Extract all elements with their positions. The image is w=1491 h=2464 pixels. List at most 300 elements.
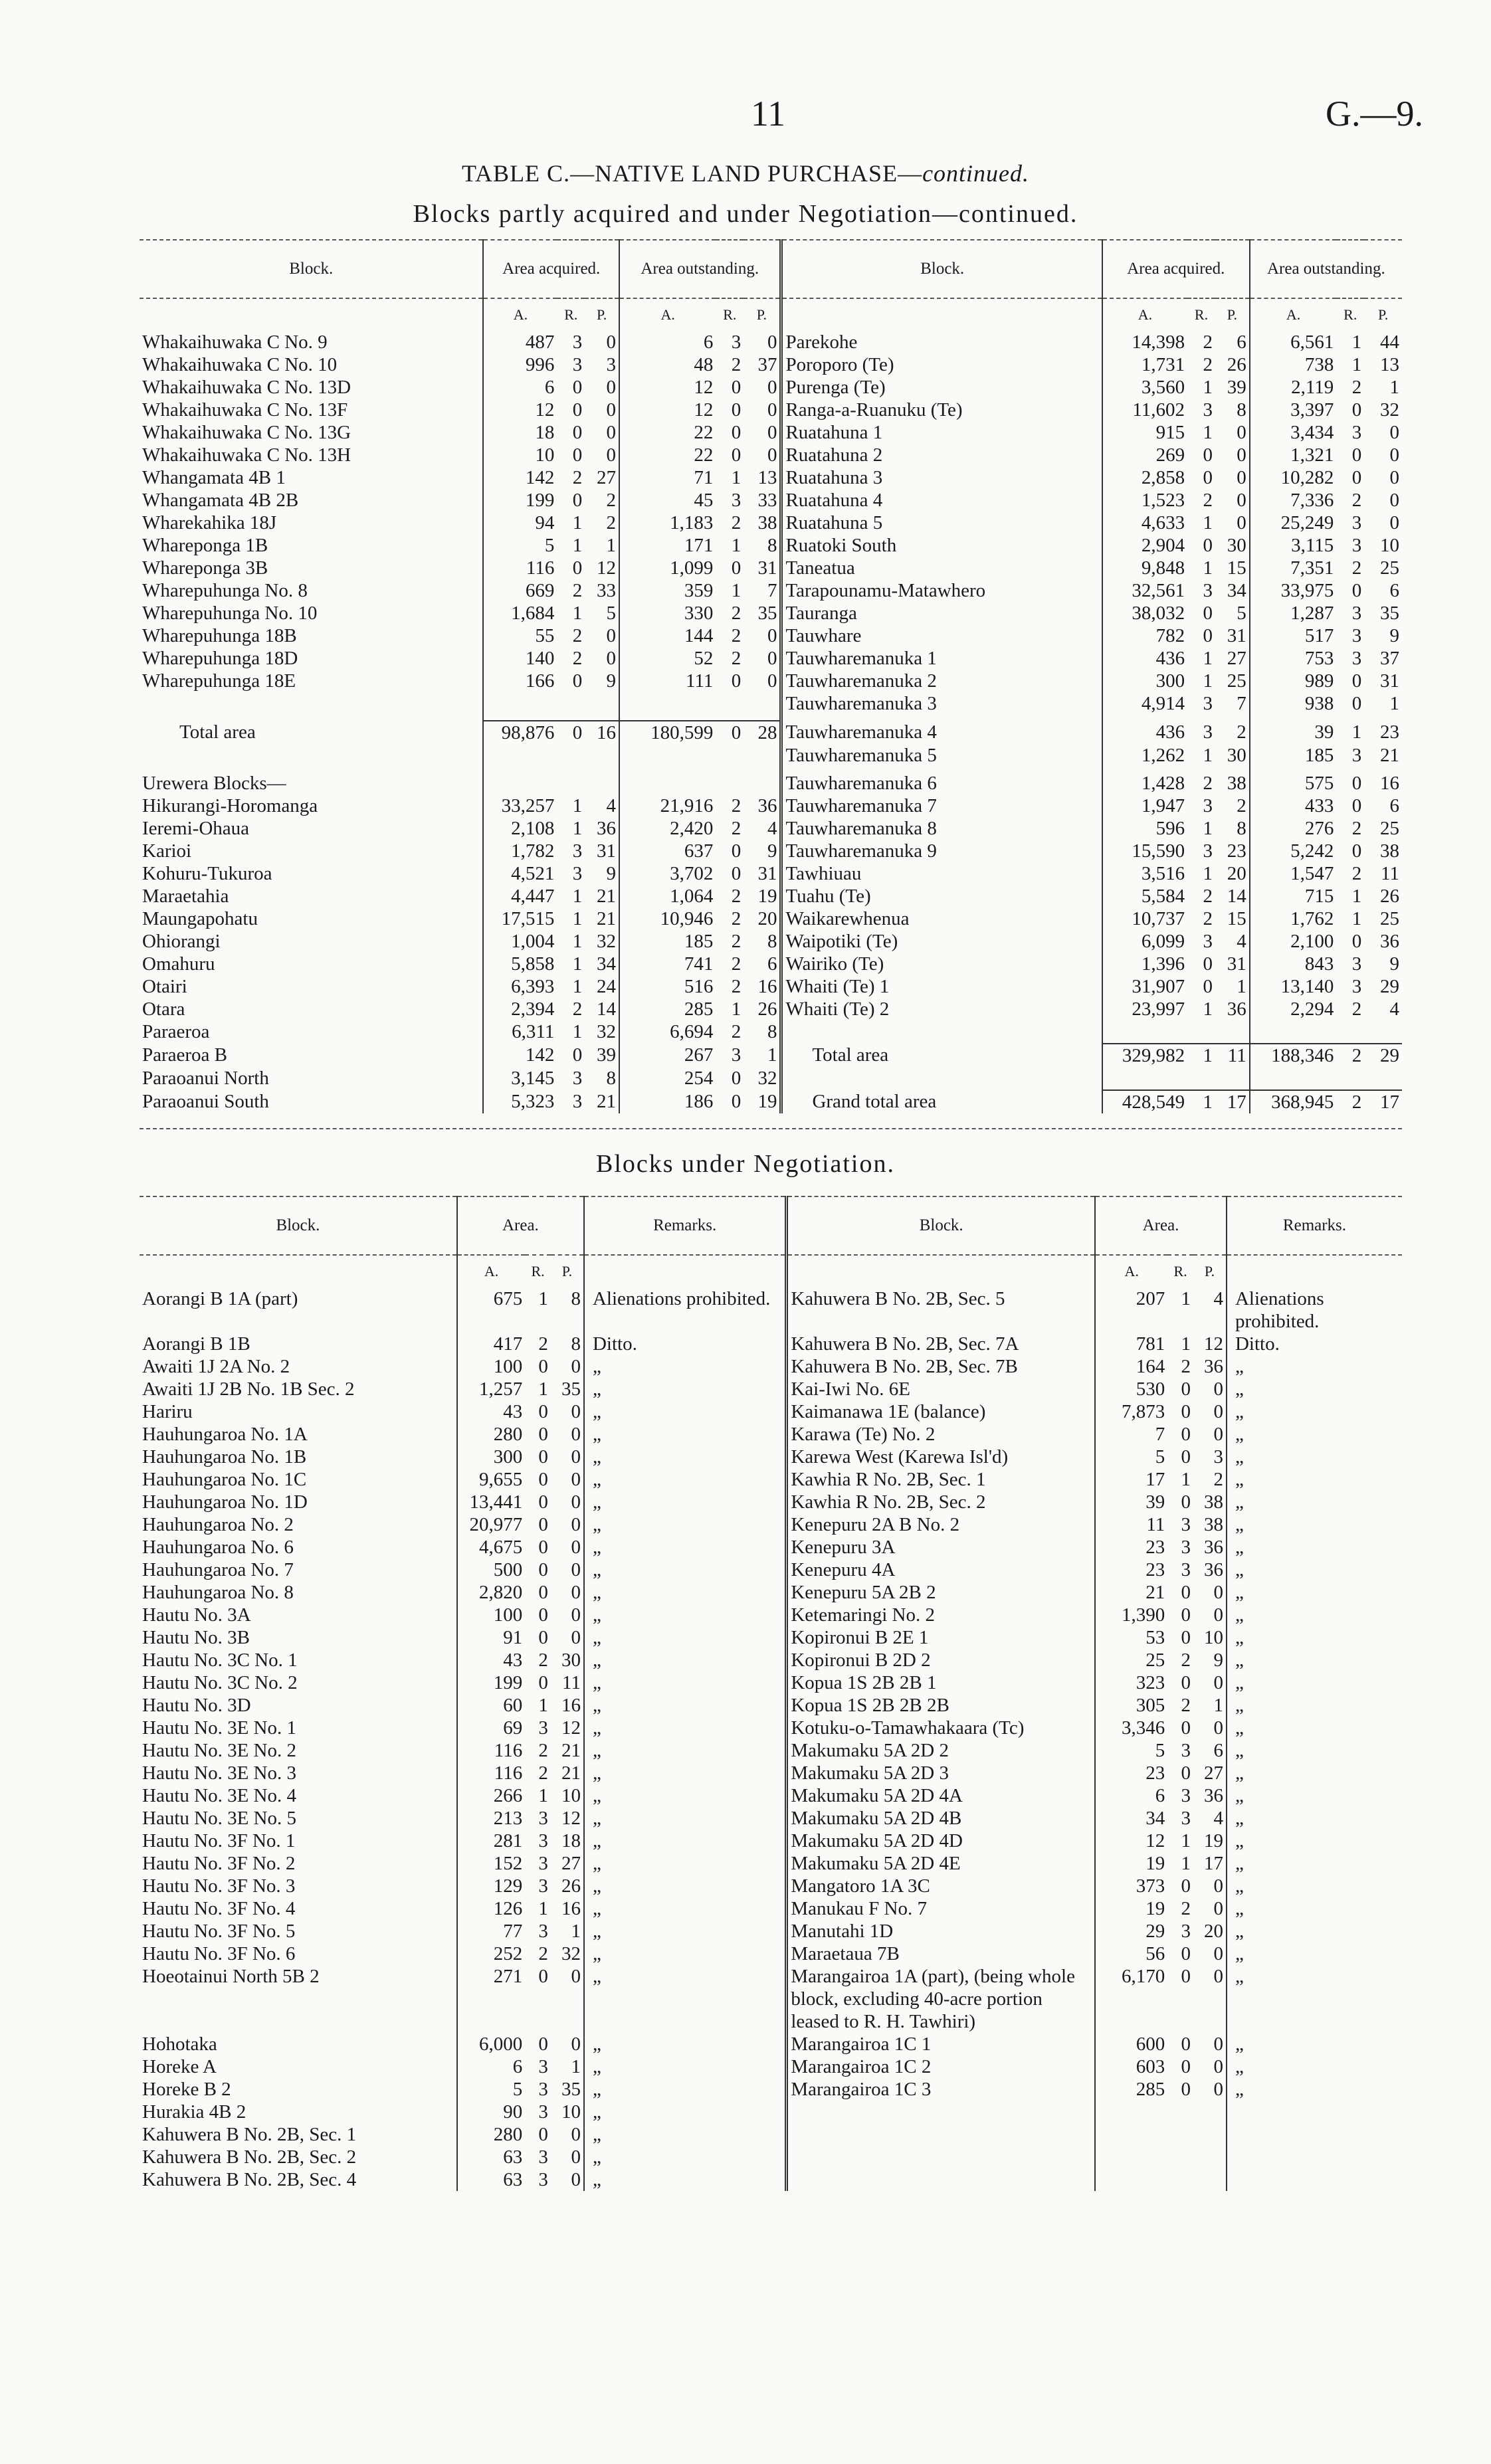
table-row bbox=[140, 670, 1402, 692]
block-name: Horeke A bbox=[140, 2055, 457, 2078]
remarks: „ bbox=[584, 1694, 787, 1717]
area-value: 152 bbox=[493, 1853, 523, 1874]
area-acquired: 4,633 bbox=[1141, 512, 1185, 533]
total-acquired: 17 bbox=[1215, 1090, 1250, 1113]
empty-cell-right bbox=[1187, 1020, 1215, 1044]
area-outstanding: 185 bbox=[684, 931, 714, 952]
area-value: 603 bbox=[1136, 2056, 1165, 2077]
area-value: 0 bbox=[538, 1559, 548, 1580]
area-value: 36 bbox=[1193, 1559, 1227, 1581]
area-outstanding: 0 bbox=[744, 376, 781, 399]
block-name: Kopironui B 2D 2 bbox=[787, 1649, 1095, 1671]
area-value: 0 bbox=[1193, 1378, 1227, 1400]
empty-cell bbox=[1227, 2101, 1402, 2123]
area-value: 36 bbox=[1193, 1536, 1227, 1559]
remarks: „ bbox=[1235, 1604, 1244, 1626]
area-value: 0 bbox=[538, 1514, 548, 1535]
block-name: Ruatahuna 5 bbox=[781, 512, 1102, 534]
total-label: Total area bbox=[781, 1044, 1102, 1067]
block-name: Kenepuru 4A bbox=[787, 1559, 1095, 1581]
area-acquired: 1,004 bbox=[511, 931, 555, 952]
area-acquired: 0 bbox=[585, 421, 619, 444]
area-outstanding: 3 bbox=[731, 332, 742, 353]
area-acquired: 1 bbox=[1203, 422, 1213, 443]
units-blank bbox=[787, 1255, 1095, 1287]
area-value: 0 bbox=[1181, 1943, 1191, 1964]
table-row bbox=[140, 2123, 1402, 2146]
area-value: 3 bbox=[1181, 1921, 1191, 1942]
area-outstanding: 2 bbox=[1351, 490, 1362, 511]
area-value: 1 bbox=[1193, 1694, 1227, 1717]
area-outstanding: 6 bbox=[1389, 580, 1399, 601]
area-value: 18 bbox=[551, 1830, 584, 1852]
remarks: „ bbox=[1235, 1762, 1244, 1784]
area-acquired: 17,515 bbox=[501, 908, 555, 929]
remarks: „ bbox=[1235, 1966, 1244, 1987]
area-value: 3 bbox=[1181, 1740, 1191, 1761]
area-value: 0 bbox=[551, 2168, 584, 2191]
empty-cell bbox=[787, 2123, 1095, 2146]
block-name: Ranga-a-Ruanuku (Te) bbox=[781, 399, 1102, 421]
remarks: „ bbox=[1235, 1537, 1244, 1558]
table-row bbox=[140, 998, 1402, 1020]
area-outstanding: 516 bbox=[684, 976, 714, 997]
area-outstanding: 3 bbox=[1351, 953, 1362, 975]
area-acquired: 1 bbox=[572, 908, 583, 929]
empty-cell bbox=[483, 744, 557, 772]
area-acquired: 3 bbox=[1203, 693, 1213, 714]
area-acquired: 21 bbox=[585, 907, 619, 930]
table-row bbox=[140, 2101, 1402, 2123]
area-value: 199 bbox=[493, 1672, 523, 1693]
block-name: Whakaihuwaka C No. 10 bbox=[140, 353, 483, 376]
area-acquired: 1 bbox=[572, 818, 583, 839]
area-outstanding: 3 bbox=[1351, 745, 1362, 766]
table-row bbox=[140, 2055, 1402, 2078]
area-acquired: 1,731 bbox=[1141, 354, 1185, 375]
total-outstanding: 17 bbox=[1364, 1090, 1402, 1113]
area-value: 39 bbox=[1145, 1491, 1165, 1513]
remarks: „ bbox=[1235, 2079, 1244, 2100]
area-value: 213 bbox=[493, 1808, 523, 1829]
area-value: 2 bbox=[1193, 1468, 1227, 1491]
block-name: Purenga (Te) bbox=[781, 376, 1102, 399]
remarks: „ bbox=[1235, 1356, 1244, 1377]
area-value: 27 bbox=[551, 1852, 584, 1875]
area-acquired: 0 bbox=[572, 377, 583, 398]
area-value: 2,820 bbox=[478, 1582, 523, 1603]
remarks: „ bbox=[1235, 1898, 1244, 1919]
remarks: „ bbox=[1235, 1424, 1244, 1445]
area-outstanding: 0 bbox=[1351, 693, 1362, 714]
area-outstanding: 45 bbox=[694, 490, 714, 511]
area-value: 266 bbox=[493, 1785, 523, 1806]
area-outstanding: 31 bbox=[744, 862, 781, 885]
area-acquired: 5 bbox=[585, 602, 619, 624]
area-acquired: 9 bbox=[585, 862, 619, 885]
area-acquired: 5 bbox=[544, 535, 555, 556]
remarks: „ bbox=[1235, 1785, 1244, 1806]
total-acquired: 428,549 bbox=[1102, 1090, 1187, 1113]
area-value: 43 bbox=[503, 1401, 523, 1422]
empty-cell bbox=[744, 744, 781, 772]
area-acquired: 2 bbox=[1203, 332, 1213, 353]
area-value: 9,655 bbox=[478, 1469, 523, 1490]
block-name: Manutahi 1D bbox=[787, 1920, 1095, 1943]
empty-cell-right bbox=[1187, 1067, 1215, 1090]
table-row bbox=[140, 376, 1402, 399]
unit-label-p: P. bbox=[744, 298, 781, 331]
area-value: 29 bbox=[1145, 1921, 1165, 1942]
table-row bbox=[140, 647, 1402, 670]
empty-cell bbox=[483, 692, 557, 721]
area-acquired: 27 bbox=[1215, 647, 1250, 670]
area-acquired: 4 bbox=[1215, 930, 1250, 953]
area-acquired: 2 bbox=[585, 489, 619, 512]
area-outstanding: 1 bbox=[1389, 377, 1399, 398]
table-row bbox=[140, 2033, 1402, 2055]
remarks: „ bbox=[1235, 1853, 1244, 1874]
area-acquired: 3 bbox=[572, 863, 583, 884]
remarks: „ bbox=[584, 2123, 787, 2146]
area-acquired: 3 bbox=[572, 354, 583, 375]
remarks: „ bbox=[584, 1852, 787, 1875]
area-value: 0 bbox=[551, 1423, 584, 1446]
area-acquired: 10 bbox=[535, 444, 555, 466]
table-row bbox=[140, 840, 1402, 862]
area-acquired: 1 bbox=[585, 534, 619, 557]
block-name: Ieremi-Ohaua bbox=[140, 817, 483, 840]
remarks: „ bbox=[584, 1784, 787, 1807]
unit-label-r: R. bbox=[531, 1263, 545, 1279]
area-outstanding: 741 bbox=[684, 953, 714, 975]
block-name: Tauwharemanuka 7 bbox=[781, 795, 1102, 817]
empty-cell bbox=[1095, 2168, 1167, 2191]
area-acquired: 8 bbox=[585, 1067, 619, 1090]
area-outstanding: 0 bbox=[1351, 840, 1362, 862]
area-acquired: 9 bbox=[585, 670, 619, 692]
area-value: 0 bbox=[538, 1627, 548, 1648]
remarks: „ bbox=[584, 1920, 787, 1943]
table-row bbox=[140, 772, 1402, 795]
area-acquired: 142 bbox=[525, 467, 555, 488]
area-outstanding: 330 bbox=[684, 603, 714, 624]
area-acquired: 3,560 bbox=[1141, 377, 1185, 398]
empty-cell bbox=[619, 772, 716, 795]
area-outstanding: 37 bbox=[744, 353, 781, 376]
area-value: 30 bbox=[551, 1649, 584, 1671]
area-outstanding: 753 bbox=[1304, 648, 1334, 669]
area-acquired: 3 bbox=[572, 332, 583, 353]
area-outstanding: 0 bbox=[1351, 773, 1362, 794]
block-name: Tauwharemanuka 5 bbox=[781, 744, 1102, 772]
area-outstanding: 0 bbox=[1351, 670, 1362, 692]
unit-label-p: P. bbox=[1215, 298, 1250, 331]
area-outstanding: 5,242 bbox=[1290, 840, 1334, 862]
area-acquired: 3,145 bbox=[511, 1068, 555, 1089]
block-name: Wharepuhunga No. 10 bbox=[140, 602, 483, 624]
block-name: Hautu No. 3E No. 2 bbox=[140, 1739, 457, 1762]
area-acquired: 1,428 bbox=[1141, 773, 1185, 794]
area-value: 1 bbox=[551, 1920, 584, 1943]
table-row bbox=[140, 512, 1402, 534]
area-outstanding: 22 bbox=[694, 422, 714, 443]
area-value: 32 bbox=[551, 1943, 584, 1965]
table-row bbox=[140, 1067, 1402, 1090]
table-row bbox=[140, 602, 1402, 624]
area-outstanding: 36 bbox=[1380, 931, 1399, 952]
area-value: 6 bbox=[512, 2056, 523, 2077]
area-value: 2 bbox=[538, 1943, 548, 1964]
block-name: Kawhia R No. 2B, Sec. 1 bbox=[787, 1468, 1095, 1491]
empty-cell bbox=[585, 692, 619, 721]
block-name: Hautu No. 3A bbox=[140, 1604, 457, 1626]
area-outstanding: 0 bbox=[744, 647, 781, 670]
empty-cell bbox=[716, 772, 744, 795]
area-outstanding: 2,294 bbox=[1290, 998, 1334, 1020]
block-name: Hurakia 4B 2 bbox=[140, 2101, 457, 2123]
area-acquired: 0 bbox=[1203, 535, 1213, 556]
header-area-outstanding-right: Area outstanding. bbox=[1250, 240, 1402, 298]
area-value: 280 bbox=[493, 2124, 523, 2145]
area-outstanding: 10,282 bbox=[1280, 467, 1334, 488]
area-acquired: 6,099 bbox=[1141, 931, 1185, 952]
area-outstanding: 1 bbox=[1351, 721, 1362, 743]
area-value: 20,977 bbox=[469, 1514, 523, 1535]
block-name: Ruatoki South bbox=[781, 534, 1102, 557]
block-name: Paraoanui North bbox=[140, 1067, 483, 1090]
table-row bbox=[140, 579, 1402, 602]
area-value: 116 bbox=[494, 1762, 523, 1784]
table-row bbox=[140, 862, 1402, 885]
area-value: 1 bbox=[1181, 1853, 1191, 1874]
remarks: „ bbox=[1235, 1491, 1244, 1513]
unit-label-p: P. bbox=[1193, 1255, 1227, 1287]
area-value: 1 bbox=[538, 1785, 548, 1806]
area-value: 23 bbox=[1145, 1559, 1165, 1580]
block-name: Taneatua bbox=[781, 557, 1102, 579]
area-acquired: 2 bbox=[572, 467, 583, 488]
area-value: 373 bbox=[1136, 1875, 1165, 1897]
empty-cell-right bbox=[1250, 1020, 1337, 1044]
area-value: 285 bbox=[1136, 2079, 1165, 2100]
area-value: 11 bbox=[551, 1671, 584, 1694]
area-acquired: 0 bbox=[1203, 976, 1213, 997]
empty-cell bbox=[140, 692, 483, 721]
area-outstanding: 7,351 bbox=[1290, 557, 1334, 579]
area-acquired: 12 bbox=[535, 399, 555, 421]
area-outstanding: 7,336 bbox=[1290, 490, 1334, 511]
area-acquired: 1 bbox=[1203, 998, 1213, 1020]
area-outstanding: 3 bbox=[1351, 422, 1362, 443]
empty-cell bbox=[1167, 2101, 1193, 2123]
area-value: 26 bbox=[551, 1875, 584, 1897]
area-value: 300 bbox=[493, 1446, 523, 1468]
area-outstanding: 3 bbox=[731, 1044, 742, 1066]
block-name: Karioi bbox=[140, 840, 483, 862]
area-outstanding: 13,140 bbox=[1280, 976, 1334, 997]
area-value: 35 bbox=[551, 2078, 584, 2101]
area-outstanding: 2 bbox=[731, 886, 742, 907]
area-value: 3 bbox=[538, 2101, 548, 2123]
block-name: Whakaihuwaka C No. 13D bbox=[140, 376, 483, 399]
area-outstanding: 9 bbox=[744, 840, 781, 862]
area-acquired: 1 bbox=[1203, 512, 1213, 533]
area-value: 12 bbox=[1193, 1333, 1227, 1355]
area-value: 0 bbox=[551, 1446, 584, 1468]
block-name: Whakaihuwaka C No. 9 bbox=[140, 331, 483, 353]
area-acquired: 7 bbox=[1215, 692, 1250, 721]
remarks: „ bbox=[584, 1943, 787, 1965]
area-value: 0 bbox=[1181, 1717, 1191, 1739]
area-value: 10 bbox=[1193, 1626, 1227, 1649]
area-acquired: 1 bbox=[1203, 670, 1213, 692]
table-row bbox=[140, 1694, 1402, 1717]
area-acquired: 0 bbox=[572, 422, 583, 443]
area-acquired: 15,590 bbox=[1132, 840, 1185, 862]
area-outstanding: 1,547 bbox=[1290, 863, 1334, 884]
area-outstanding: 25 bbox=[1380, 818, 1399, 839]
area-value: 0 bbox=[538, 1672, 548, 1693]
remarks: „ bbox=[584, 1897, 787, 1920]
area-outstanding: 2 bbox=[1351, 557, 1362, 579]
block-name: Kohuru-Tukuroa bbox=[140, 862, 483, 885]
block-name: Aorangi B 1B bbox=[140, 1333, 457, 1355]
area-acquired: 2,858 bbox=[1141, 467, 1185, 488]
area-acquired: 11,602 bbox=[1132, 399, 1185, 421]
area-value: 675 bbox=[493, 1288, 523, 1309]
remarks: „ bbox=[584, 1536, 787, 1559]
area-value: 20 bbox=[1193, 1920, 1227, 1943]
area-acquired: 166 bbox=[525, 670, 555, 692]
area-outstanding: 0 bbox=[731, 377, 742, 398]
block-name: Tauwharemanuka 9 bbox=[781, 840, 1102, 862]
remarks: „ bbox=[584, 1671, 787, 1694]
area-value: 0 bbox=[1193, 1400, 1227, 1423]
block-name: Ruatahuna 1 bbox=[781, 421, 1102, 444]
block-name: Otara bbox=[140, 998, 483, 1020]
area-acquired: 1 bbox=[1215, 975, 1250, 998]
area-acquired: 3 bbox=[1203, 399, 1213, 421]
area-acquired: 27 bbox=[585, 466, 619, 489]
area-acquired: 116 bbox=[526, 557, 555, 579]
remarks: „ bbox=[1235, 1469, 1244, 1490]
area-value: 91 bbox=[503, 1627, 523, 1648]
area-outstanding: 1,099 bbox=[670, 557, 714, 579]
block-name: Wharepuhunga 18E bbox=[140, 670, 483, 692]
remarks: Ditto. bbox=[1235, 1333, 1280, 1355]
area-outstanding: 0 bbox=[1389, 512, 1399, 533]
area-value: 0 bbox=[1193, 2078, 1227, 2101]
area-outstanding: 2 bbox=[731, 795, 742, 816]
area-acquired: 15 bbox=[1215, 907, 1250, 930]
area-outstanding: 2 bbox=[731, 931, 742, 952]
area-acquired: 0 bbox=[1215, 489, 1250, 512]
area-value: 0 bbox=[1193, 1671, 1227, 1694]
block-name: Hauhungaroa No. 1A bbox=[140, 1423, 457, 1446]
area-acquired: 32 bbox=[585, 1020, 619, 1044]
area-outstanding: 25 bbox=[1380, 908, 1399, 929]
header-remarks-neg: Remarks. bbox=[584, 1196, 787, 1255]
area-value: 126 bbox=[493, 1898, 523, 1919]
area-outstanding: 21,916 bbox=[660, 795, 714, 816]
table-row bbox=[140, 1090, 1402, 1113]
area-outstanding: 0 bbox=[1351, 580, 1362, 601]
area-value: 0 bbox=[1181, 1446, 1191, 1468]
block-name: Hoeotainui North 5B 2 bbox=[140, 1965, 457, 2033]
area-value: 1 bbox=[1181, 1469, 1191, 1490]
header-block-right: Block. bbox=[781, 240, 1102, 298]
area-value: 12 bbox=[1145, 1830, 1165, 1851]
area-value: 0 bbox=[1181, 1966, 1191, 1987]
empty-cell bbox=[787, 2101, 1095, 2123]
area-acquired: 5,858 bbox=[511, 953, 555, 975]
area-value: 5 bbox=[512, 2079, 523, 2100]
area-acquired: 1 bbox=[1203, 863, 1213, 884]
area-value: 0 bbox=[1181, 1491, 1191, 1513]
table-row bbox=[140, 1671, 1402, 1694]
remarks: „ bbox=[584, 1604, 787, 1626]
area-value: 500 bbox=[493, 1559, 523, 1580]
area-value: 781 bbox=[1136, 1333, 1165, 1355]
empty-cell bbox=[585, 772, 619, 795]
remarks: „ bbox=[584, 1400, 787, 1423]
area-acquired: 26 bbox=[1215, 353, 1250, 376]
area-acquired: 199 bbox=[525, 490, 555, 511]
block-name: Parekohe bbox=[781, 331, 1102, 353]
area-outstanding: 0 bbox=[1389, 422, 1399, 443]
block-name: Maraetaua 7B bbox=[787, 1943, 1095, 1965]
area-acquired: 2 bbox=[1215, 721, 1250, 744]
block-name: Hauhungaroa No. 1C bbox=[140, 1468, 457, 1491]
area-acquired: 1 bbox=[1203, 648, 1213, 669]
area-value: 10 bbox=[551, 2101, 584, 2123]
area-value: 38 bbox=[1193, 1513, 1227, 1536]
remarks: „ bbox=[1235, 1875, 1244, 1897]
block-name: Hautu No. 3F No. 6 bbox=[140, 1943, 457, 1965]
area-value: 3 bbox=[538, 2056, 548, 2077]
area-value: 116 bbox=[494, 1740, 523, 1761]
header-remarks-neg-right: Remarks. bbox=[1227, 1196, 1402, 1255]
block-name: Kotuku-o-Tamawhakaara (Tc) bbox=[787, 1717, 1095, 1739]
area-outstanding: 16 bbox=[744, 975, 781, 998]
area-outstanding: 0 bbox=[1389, 490, 1399, 511]
area-value: 129 bbox=[493, 1875, 523, 1897]
remarks: „ bbox=[584, 1739, 787, 1762]
area-value: 1 bbox=[538, 1898, 548, 1919]
area-value: 0 bbox=[538, 1446, 548, 1468]
block-name: Hautu No. 3F No. 2 bbox=[140, 1852, 457, 1875]
area-acquired: 4,447 bbox=[511, 886, 555, 907]
empty-cell bbox=[1193, 2123, 1227, 2146]
area-outstanding: 4 bbox=[1389, 998, 1399, 1020]
area-value: 17 bbox=[1193, 1852, 1227, 1875]
area-acquired: 1 bbox=[1203, 377, 1213, 398]
area-value: 34 bbox=[1145, 1808, 1165, 1829]
block-name: Kahuwera B No. 2B, Sec. 7A bbox=[787, 1333, 1095, 1355]
area-value: 12 bbox=[551, 1717, 584, 1739]
block-name: Makumaku 5A 2D 3 bbox=[787, 1762, 1095, 1784]
table-row bbox=[140, 953, 1402, 975]
area-acquired: 39 bbox=[1215, 376, 1250, 399]
area-value: 43 bbox=[503, 1650, 523, 1671]
area-outstanding: 38 bbox=[744, 512, 781, 534]
area-outstanding: 2 bbox=[731, 1021, 742, 1042]
unit-label-p: P. bbox=[551, 1255, 584, 1287]
table-row bbox=[140, 1875, 1402, 1897]
area-outstanding: 517 bbox=[1304, 625, 1334, 646]
area-value: 27 bbox=[1193, 1762, 1227, 1784]
